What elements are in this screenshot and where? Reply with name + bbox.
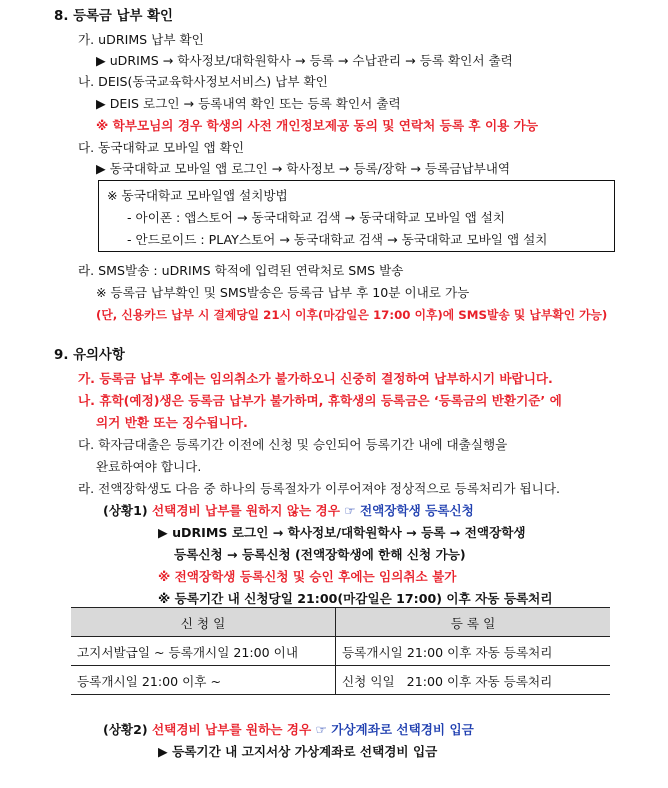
table-cell: 등록개시일 21:00 이후 자동 등록처리 — [336, 637, 611, 666]
pointing-hand-icon: ☞ — [344, 503, 356, 518]
table-header-apply-date: 신 청 일 — [71, 608, 336, 637]
item-9b-line1: 나. 휴학(예정)생은 등록금 납부가 불가하며, 휴학생의 등록금은 ‘등록금의 반환기준’ 에 — [78, 393, 562, 408]
case2-condition: 선택경비 납부를 원하는 경우 — [152, 722, 312, 737]
table-row — [71, 666, 610, 695]
item-8a-path: ▶ uDRIMS → 학사정보/대학원학사 → 등록 → 수납관리 → 등록 확인서 출력 — [96, 53, 513, 68]
case2-path: ▶ 등록기간 내 고지서상 가상계좌로 선택경비 입금 — [158, 744, 438, 759]
item-8c-path: ▶ 동국대학교 모바일 앱 로그인 → 학사정보 → 등록/장학 → 등록금납부내역 — [96, 161, 511, 176]
app-install-ios: - 아이폰 : 앱스토어 → 동국대학교 검색 → 동국대학교 모바일 앱 설치 — [127, 210, 506, 225]
item-8b: 나. DEIS(동국교육학사정보서비스) 납부 확인 — [78, 74, 328, 89]
item-9b-line2: 의거 반환 또는 징수됩니다. — [96, 415, 248, 430]
item-8c: 다. 동국대학교 모바일 앱 확인 — [78, 140, 245, 155]
case1-note: ※ 등록기간 내 신청당일 21:00(마감일은 17:00) 이후 자동 등록처리 — [158, 591, 553, 606]
case1-warning: ※ 전액장학생 등록신청 및 승인 후에는 임의취소 불가 — [158, 569, 457, 584]
item-8d-warning: (단, 신용카드 납부 시 결제당일 21시 이후(마감일은 17:00 이후)에 SMS발송 및 납부확인 가능) — [96, 308, 608, 322]
case1-line — [103, 503, 474, 519]
case2-action: 가상계좌로 선택경비 입금 — [331, 722, 474, 737]
table-header-register-date: 등 록 일 — [336, 608, 611, 637]
item-9d: 라. 전액장학생도 다음 중 하나의 등록절차가 이루어져야 정상적으로 등록처리가 됩니다. — [78, 481, 560, 496]
app-install-android: - 안드로이드 : PLAY스토어 → 동국대학교 검색 → 동국대학교 모바일 앱 설치 — [127, 232, 548, 247]
table-cell: 등록개시일 21:00 이후 ~ — [71, 666, 336, 695]
table-header-row — [71, 608, 610, 637]
app-install-title: ※ 동국대학교 모바일앱 설치방법 — [107, 188, 288, 203]
case1-condition: 선택경비 납부를 원하지 않는 경우 — [152, 503, 340, 518]
section-8-title: 8. 등록금 납부 확인 — [54, 9, 173, 24]
item-9a: 가. 등록금 납부 후에는 임의취소가 불가하오니 신중히 결정하여 납부하시기 바랍니다. — [78, 371, 553, 386]
item-8b-path: ▶ DEIS 로그인 → 등록내역 확인 또는 등록 확인서 출력 — [96, 96, 401, 111]
item-8a: 가. uDRIMS 납부 확인 — [78, 32, 204, 47]
item-8d: 라. SMS발송 : uDRIMS 학적에 입력된 연락처로 SMS 발송 — [78, 263, 404, 278]
pointing-hand-icon: ☞ — [315, 722, 327, 737]
table-row — [71, 637, 610, 666]
case1-action: 전액장학생 등록신청 — [359, 503, 474, 518]
case1-path-line1: ▶ uDRIMS 로그인 → 학사정보/대학원학사 → 등록 → 전액장학생 — [158, 525, 526, 540]
item-8b-note: ※ 학부모님의 경우 학생의 사전 개인정보제공 동의 및 연락처 등록 후 이용 가능 — [96, 118, 538, 133]
item-8d-note: ※ 등록금 납부확인 및 SMS발송은 등록금 납부 후 10분 이내로 가능 — [96, 285, 470, 300]
case2-line — [103, 722, 474, 738]
case1-label: (상황1) — [103, 503, 148, 518]
item-9c-line1: 다. 학자금대출은 등록기간 이전에 신청 및 승인되어 등록기간 내에 대출실행을 — [78, 437, 508, 452]
table-cell: 신청 익일 21:00 이후 자동 등록처리 — [336, 666, 611, 695]
item-9c-line2: 완료하여야 합니다. — [96, 459, 202, 474]
case2-label: (상황2) — [103, 722, 148, 737]
table-cell: 고지서발급일 ~ 등록개시일 21:00 이내 — [71, 637, 336, 666]
case1-path-line2: 등록신청 → 등록신청 (전액장학생에 한해 신청 가능) — [174, 547, 466, 562]
section-9-title: 9. 유의사항 — [54, 348, 125, 363]
registration-schedule-table — [71, 607, 610, 695]
